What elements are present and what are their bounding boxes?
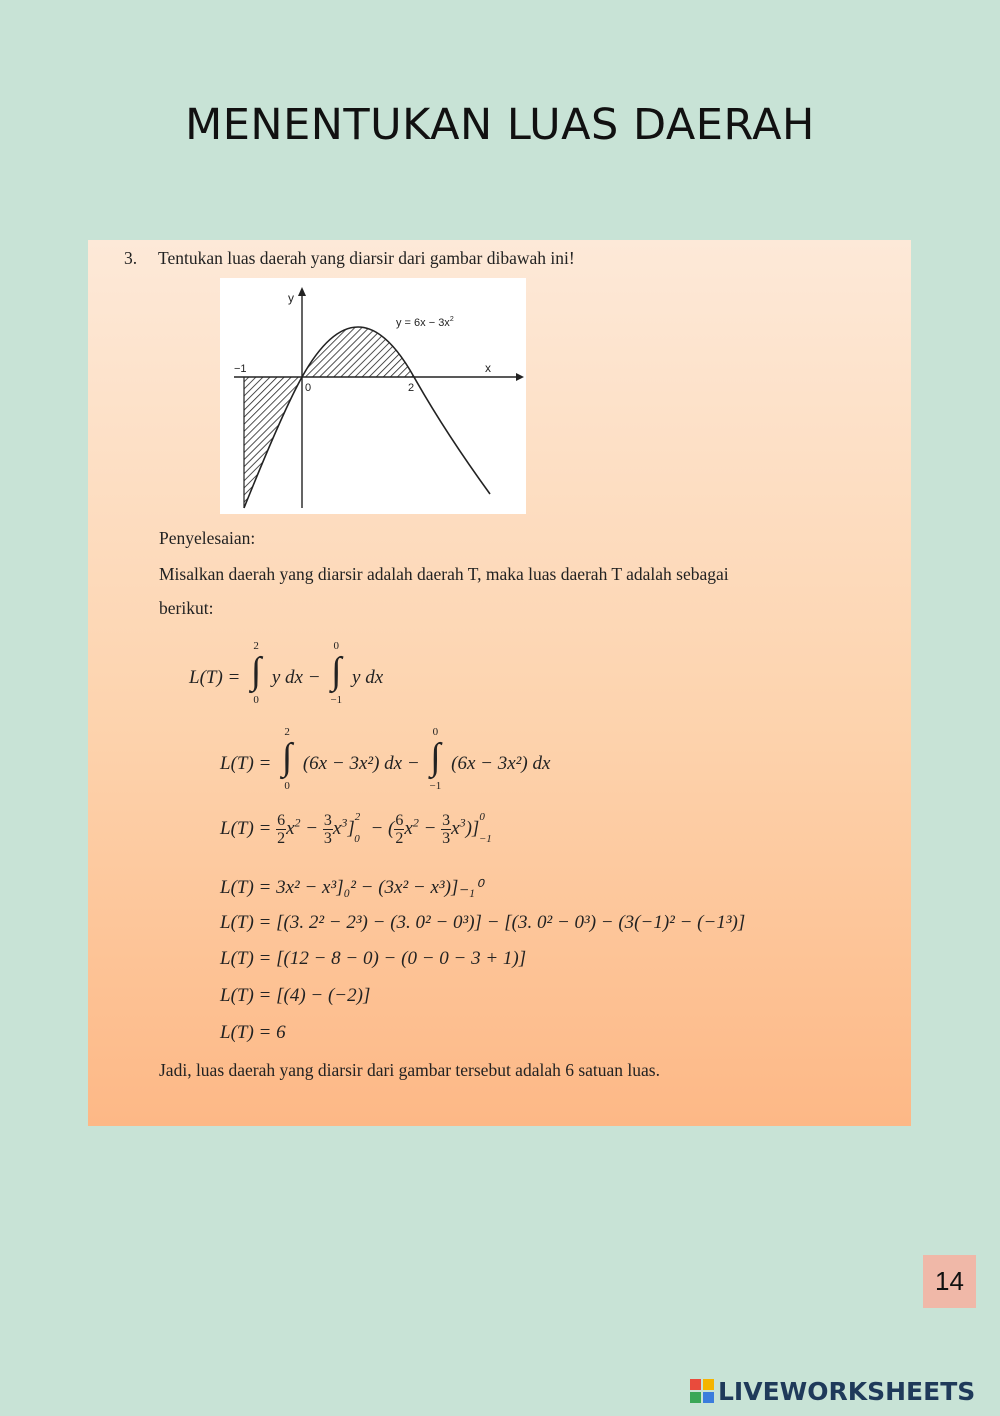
question-number: 3.	[124, 248, 138, 268]
step-1-integrand-b: y dx	[352, 667, 384, 688]
step-2	[220, 726, 551, 792]
brand-footer[interactable]	[690, 1376, 975, 1406]
y-axis-label: y	[288, 291, 294, 305]
problem-card	[88, 240, 911, 1126]
step-1	[189, 640, 384, 706]
step-5: L(T) = [(3. 2² − 2³) − (3. 0² − 0³)] − [(3. 0² − 0³) − (3(−1)² − (−1³)]	[220, 912, 746, 933]
step-2-lhs: L(T) =	[220, 753, 272, 774]
question-text: Tentukan luas daerah yang diarsir dari gambar dibawah ini!	[158, 248, 575, 268]
equation-label: $y = 6x - 3x^2$	[396, 316, 454, 329]
step-4: L(T) = 3x² − x³]₀² − (3x² − x³)]₋₁⁰	[220, 877, 483, 898]
frac-6-2-b: $\frac{6}{2}$	[395, 812, 404, 847]
parabola-graph	[220, 278, 526, 514]
liveworksheets-logo-icon	[690, 1379, 714, 1403]
x-axis-label: x	[485, 361, 491, 375]
tick-label-neg1: −1	[234, 363, 247, 375]
integral-neg1-0: 0 ∫ −1	[330, 640, 343, 706]
step-7: L(T) = [(4) − (−2)]	[220, 985, 371, 1006]
graph-svg	[220, 278, 526, 514]
step-3: L(T) = $\frac{6}{2}$ $x^2$ − $\frac{3}{3}$ $x^3]^2_0$ − ( $\frac{6}{2}$ $x^2$ − $\frac{3}{3}$ $x^3)]^0_{-1}$	[220, 810, 492, 847]
step-6: L(T) = [(12 − 8 − 0) − (0 − 0 − 3 + 1)]	[220, 948, 527, 969]
step-2-integrand-a: (6x − 3x²) dx −	[302, 753, 420, 774]
integral-0-2: 2 ∫ 0	[250, 640, 262, 706]
step-8: L(T) = 6	[220, 1022, 286, 1043]
integral-neg1-0-b: 0 ∫ −1	[429, 726, 442, 792]
frac-3-3: $\frac{3}{3}$	[323, 812, 332, 847]
step-2-integrand-b: (6x − 3x²) dx	[451, 753, 551, 774]
frac-6-2: $\frac{6}{2}$	[277, 812, 286, 847]
brand-name: LIVEWORKSHEETS	[718, 1376, 976, 1406]
step-1-integrand-a: y dx −	[271, 667, 321, 688]
y-axis-arrow	[298, 287, 306, 296]
question	[124, 248, 575, 269]
tick-label-0: 0	[305, 382, 312, 394]
solution-intro-2: berikut:	[159, 598, 214, 618]
solution-intro-1: Misalkan daerah yang diarsir adalah daerah T, maka luas daerah T adalah sebagai	[159, 564, 729, 584]
step-3-lhs: L(T) =	[220, 817, 272, 839]
step-1-lhs: L(T) =	[189, 667, 241, 688]
tick-label-2: 2	[408, 382, 415, 394]
solution-conclusion: Jadi, luas daerah yang diarsir dari gambar tersebut adalah 6 satuan luas.	[159, 1060, 660, 1080]
page-title: MENENTUKAN LUAS DAERAH	[185, 100, 815, 150]
integral-0-2-b: 2 ∫ 0	[281, 726, 293, 792]
frac-3-3-b: $\frac{3}{3}$	[442, 812, 451, 847]
page-number: 14	[923, 1255, 976, 1308]
solution-heading: Penyelesaian:	[159, 528, 256, 548]
x-axis-arrow	[516, 373, 524, 381]
